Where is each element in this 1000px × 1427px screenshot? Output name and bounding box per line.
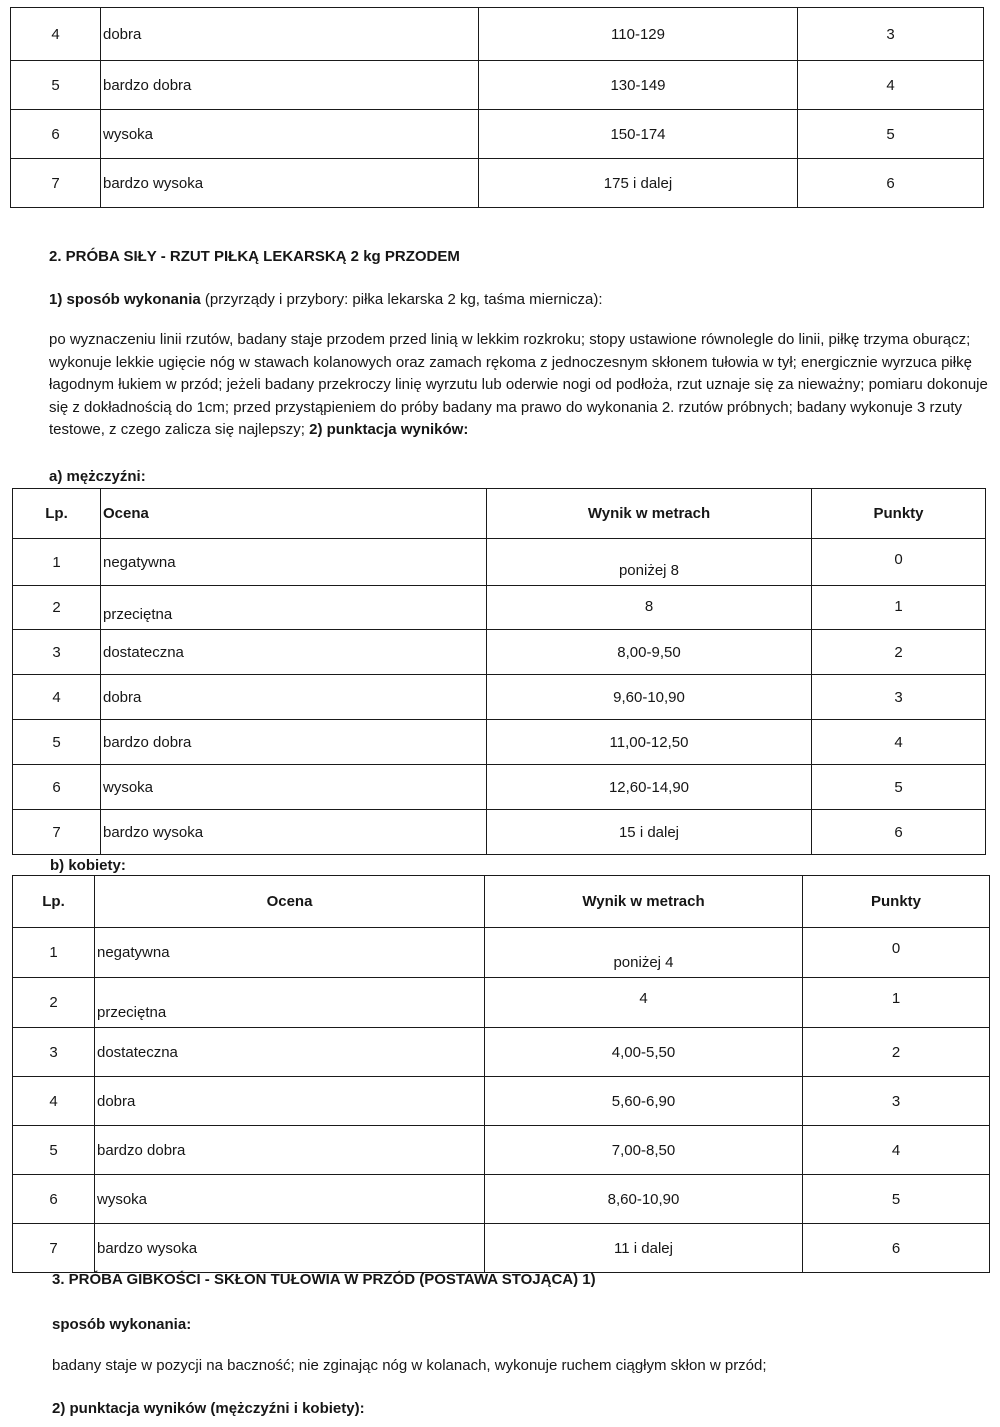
wynik-cell: poniżej 8: [487, 539, 812, 586]
wynik-cell: 110-129: [479, 8, 798, 61]
wynik-cell: 8: [487, 586, 812, 630]
header-punkty: Punkty: [803, 876, 990, 928]
lp-cell: 7: [13, 810, 101, 855]
table-row: [13, 720, 986, 765]
table-header-row: [13, 876, 990, 928]
table-row: [13, 978, 990, 1028]
wynik-cell: 4: [485, 978, 803, 1028]
results-table-women: [12, 875, 990, 1273]
wynik-cell: 11,00-12,50: [487, 720, 812, 765]
wynik-cell: 4,00-5,50: [485, 1028, 803, 1077]
table-row: [13, 675, 986, 720]
men-label: a) mężczyźni:: [49, 468, 146, 485]
punkty-cell: 5: [803, 1175, 990, 1224]
lp-cell: 1: [13, 928, 95, 978]
ocena-cell: dobra: [101, 675, 487, 720]
section3-scoring-label: 2) punktacja wyników (mężczyźni i kobiety):: [52, 1400, 365, 1417]
ocena-cell: dobra: [95, 1077, 485, 1126]
table-row: [11, 61, 984, 110]
table-row: [11, 159, 984, 208]
punkty-cell: 6: [812, 810, 986, 855]
ocena-cell: dobra: [101, 8, 479, 61]
ocena-cell: negatywna: [95, 928, 485, 978]
header-lp: Lp.: [13, 876, 95, 928]
wynik-cell: 15 i dalej: [487, 810, 812, 855]
wynik-cell: 150-174: [479, 110, 798, 159]
lp-cell: 2: [13, 586, 101, 630]
lp-cell: 2: [13, 978, 95, 1028]
punkty-cell: 0: [803, 928, 990, 978]
lp-cell: 6: [13, 1175, 95, 1224]
ocena-cell: dostateczna: [101, 630, 487, 675]
table-row: [13, 630, 986, 675]
punkty-cell: 4: [812, 720, 986, 765]
header-ocena: Ocena: [95, 876, 485, 928]
table-row: [13, 1028, 990, 1077]
ocena-cell: przeciętna: [95, 978, 485, 1028]
ocena-cell: bardzo dobra: [95, 1126, 485, 1175]
wynik-cell: poniżej 4: [485, 928, 803, 978]
ocena-cell: wysoka: [101, 765, 487, 810]
table-row: [11, 110, 984, 159]
punkty-cell: 5: [798, 110, 984, 159]
punkty-cell: 2: [803, 1028, 990, 1077]
ocena-cell: bardzo dobra: [101, 61, 479, 110]
wynik-cell: 175 i dalej: [479, 159, 798, 208]
punkty-cell: 1: [803, 978, 990, 1028]
header-lp: Lp.: [13, 489, 101, 539]
table-row: [13, 1126, 990, 1175]
punkty-cell: 3: [803, 1077, 990, 1126]
section2-method: [49, 289, 989, 312]
lp-cell: 3: [13, 630, 101, 675]
section3-method-label: sposób wykonania:: [52, 1316, 192, 1333]
lp-cell: 4: [11, 8, 101, 61]
wynik-cell: 5,60-6,90: [485, 1077, 803, 1126]
wynik-cell: 7,00-8,50: [485, 1126, 803, 1175]
table-row: [13, 539, 986, 586]
table-row: [13, 810, 986, 855]
ocena-cell: bardzo wysoka: [101, 810, 487, 855]
table-row: [13, 1077, 990, 1126]
section3-paragraph: badany staje w pozycji na baczność; nie zginając nóg w kolanach, wykonuje ruchem ciągłym skłon w przód;: [52, 1357, 767, 1374]
lp-cell: 3: [13, 1028, 95, 1077]
table-row: [13, 1224, 990, 1273]
lp-cell: 6: [11, 110, 101, 159]
ocena-cell: bardzo dobra: [101, 720, 487, 765]
wynik-cell: 130-149: [479, 61, 798, 110]
table-header-row: [13, 489, 986, 539]
punkty-cell: 5: [812, 765, 986, 810]
method-equipment: (przyrządy i przybory: piłka lekarska 2 kg, taśma miernicza):: [200, 291, 603, 308]
section3-heading: 3. PRÓBA GIBKOŚCI - SKŁON TUŁOWIA W PRZÓD (POSTAWA STOJĄCA) 1): [52, 1271, 596, 1288]
lp-cell: 4: [13, 675, 101, 720]
header-wynik: Wynik w metrach: [485, 876, 803, 928]
lp-cell: 7: [11, 159, 101, 208]
wynik-cell: 8,00-9,50: [487, 630, 812, 675]
method-label: 1) sposób wykonania: [49, 291, 201, 308]
punkty-cell: 6: [798, 159, 984, 208]
punkty-cell: 0: [812, 539, 986, 586]
ocena-cell: wysoka: [101, 110, 479, 159]
punkty-cell: 3: [798, 8, 984, 61]
lp-cell: 5: [13, 720, 101, 765]
header-ocena: Ocena: [101, 489, 487, 539]
wynik-cell: 12,60-14,90: [487, 765, 812, 810]
punkty-cell: 4: [798, 61, 984, 110]
ocena-cell: przeciętna: [101, 586, 487, 630]
wynik-cell: 11 i dalej: [485, 1224, 803, 1273]
ocena-cell: negatywna: [101, 539, 487, 586]
section2-paragraph: [49, 329, 989, 442]
lp-cell: 5: [11, 61, 101, 110]
results-table-men: [12, 488, 986, 855]
scoring-label: 2) punktacja wyników:: [309, 421, 469, 438]
table-row: [11, 8, 984, 61]
punkty-cell: 4: [803, 1126, 990, 1175]
header-wynik: Wynik w metrach: [487, 489, 812, 539]
lp-cell: 6: [13, 765, 101, 810]
lp-cell: 1: [13, 539, 101, 586]
lp-cell: 7: [13, 1224, 95, 1273]
ocena-cell: bardzo wysoka: [101, 159, 479, 208]
women-label: b) kobiety:: [50, 857, 126, 874]
punkty-cell: 2: [812, 630, 986, 675]
punkty-cell: 3: [812, 675, 986, 720]
method-description: po wyznaczeniu linii rzutów, badany staje przodem przed linią w lekkim rozkroku; stopy ustawione równolegle do linii, piłkę trzyma oburącz; wykonuje lekkie ugięcie nóg w stawach kolanowych oraz zamach rękoma z jednoczesnym skłonem tułowia w tył; energicznie wyrzuca piłkę łagodnym łukiem w przód; jeżeli badany przekroczy linię wyrzutu lub oderwie nogi od podłoża, rzut uznaje się za nieważny; pomiaru dokonuje się z dokładnością do 1cm; przed przystąpieniem do próby badany ma prawo do wykonania 2. rzutów próbnych; badany wykonuje 3 rzuty testowe, z czego zalicza się najlepszy;: [49, 331, 988, 438]
wynik-cell: 9,60-10,90: [487, 675, 812, 720]
table-row: [13, 586, 986, 630]
punkty-cell: 1: [812, 586, 986, 630]
ocena-cell: wysoka: [95, 1175, 485, 1224]
table-row: [13, 928, 990, 978]
ocena-cell: bardzo wysoka: [95, 1224, 485, 1273]
table-row: [13, 765, 986, 810]
lp-cell: 4: [13, 1077, 95, 1126]
section2-heading: 2. PRÓBA SIŁY - RZUT PIŁKĄ LEKARSKĄ 2 kg PRZODEM: [49, 248, 460, 265]
wynik-cell: 8,60-10,90: [485, 1175, 803, 1224]
table-row: [13, 1175, 990, 1224]
results-table-top: [10, 7, 984, 208]
punkty-cell: 6: [803, 1224, 990, 1273]
header-punkty: Punkty: [812, 489, 986, 539]
ocena-cell: dostateczna: [95, 1028, 485, 1077]
lp-cell: 5: [13, 1126, 95, 1175]
